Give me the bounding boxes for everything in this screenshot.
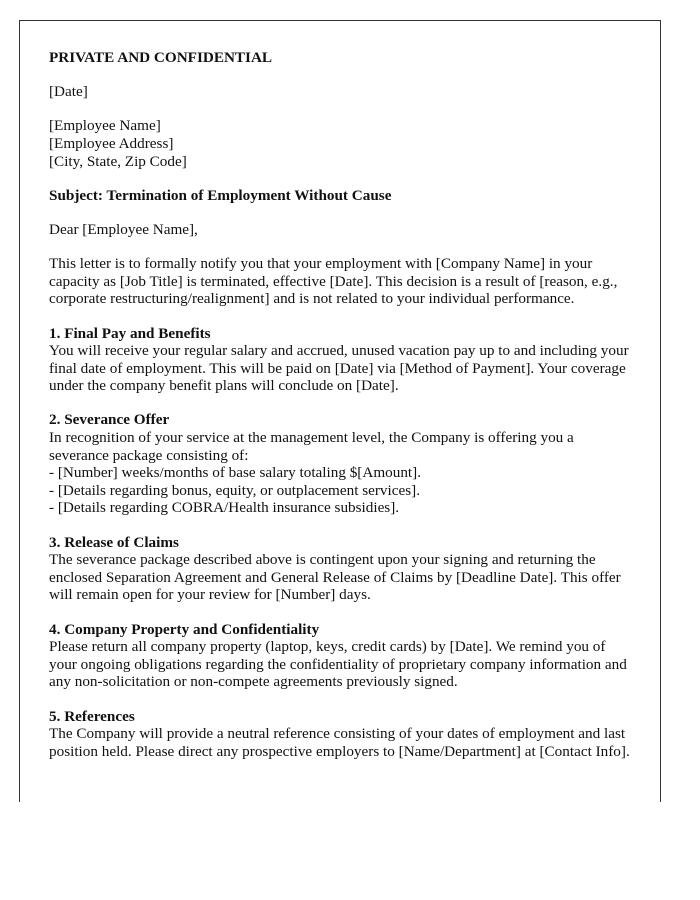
letter-page [19, 20, 661, 802]
section-release-of-claims [49, 534, 631, 604]
confidential-label: PRIVATE AND CONFIDENTIAL [49, 49, 273, 66]
recipient-address: [Employee Address] [49, 134, 174, 152]
section-heading: 3. Release of Claims [49, 533, 179, 551]
section-body: The severance package described above is contingent upon your signing and returning the enclosed Separation Agreement and General Release of Claims by [Deadline Date]. This offer will remain open for your review for [Number] days. [49, 551, 621, 604]
section-body: Please return all company property (laptop, keys, credit cards) by [Date]. We remind you of your ongoing obligations regarding the confidentiality of proprietary company information and any non-solicitation or non-compete agreements previously signed. [49, 638, 627, 691]
section-heading: 5. References [49, 707, 135, 725]
section-company-property [49, 621, 631, 691]
recipient-name: [Employee Name] [49, 117, 161, 135]
section-references [49, 708, 631, 761]
recipient-city-state-zip: [City, State, Zip Code] [49, 152, 187, 170]
subject-line: Subject: Termination of Employment Without Cause [49, 186, 392, 204]
letter-date: [Date] [49, 83, 88, 101]
section-body: In recognition of your service at the management level, the Company is offering you a severance package consisting of: [49, 429, 574, 464]
severance-bullet: - [Details regarding bonus, equity, or outplacement services]. [49, 481, 420, 499]
intro-paragraph: This letter is to formally notify you that your employment with [Company Name] in your capacity as [Job Title] is terminated, effective [Date]. This decision is a result of [reason, e.g., corporate restructuring/realignment] and is not related to your individual performance. [49, 255, 618, 308]
section-body: You will receive your regular salary and accrued, unused vacation pay up to and including your final date of employment. This will be paid on [Date] via [Method of Payment]. Your coverage under the company benefit plans will conclude on [Date]. [49, 342, 629, 395]
section-heading: 1. Final Pay and Benefits [49, 324, 211, 342]
severance-bullet: - [Number] weeks/months of base salary totaling $[Amount]. [49, 464, 422, 482]
section-severance-offer [49, 411, 631, 517]
section-heading: 2. Severance Offer [49, 411, 170, 429]
salutation: Dear [Employee Name], [49, 220, 198, 238]
section-heading: 4. Company Property and Confidentiality [49, 620, 320, 638]
recipient-address-block [49, 117, 631, 170]
section-final-pay [49, 325, 631, 395]
severance-bullet: - [Details regarding COBRA/Health insurance subsidies]. [49, 499, 400, 517]
section-body: The Company will provide a neutral reference consisting of your dates of employment and last position held. Please direct any prospective employers to [Name/Department] at [Contact Info]. [49, 725, 630, 760]
